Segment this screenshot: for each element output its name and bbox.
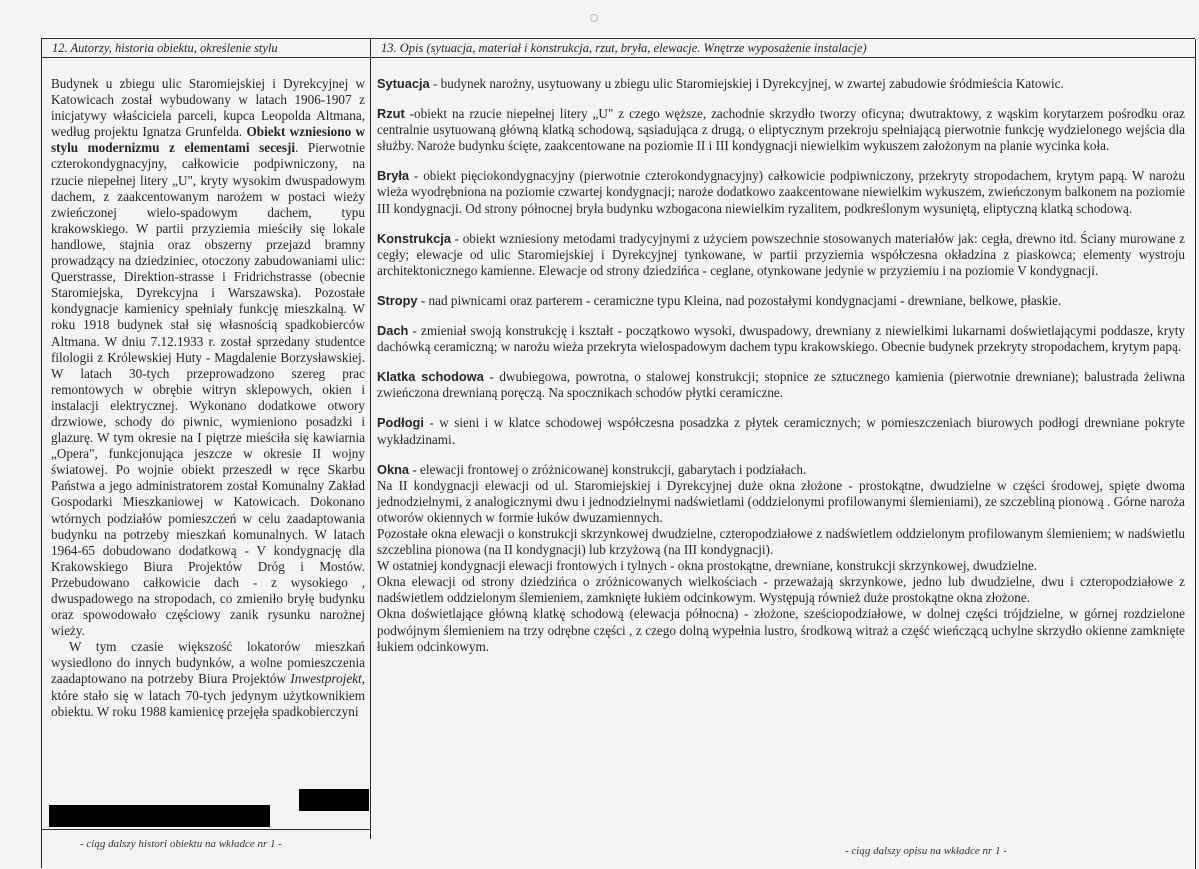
section-podlogi: Podłogi - w sieni i w klatce schodowej współczesna posadzka z płytek ceramicznych; w pomieszczeniach biurowych podłogi drewniane pokryte wykładzinami. [377, 415, 1185, 447]
section-klatka: Klatka schodowa - dwubiegowa, powrotna, o stalowej konstrukcji; stopnice ze sztucznego kamienia (pierwotnie drewniane); balustrada żeliwna zwieńczona drewnianą poręczą. Na spocznikach schodów płytki ceramiczne. [377, 369, 1185, 401]
section-rzut: Rzut -obiekt na rzucie niepełnej litery „U" z czego węższe, zachodnie skrzydło tworzy oficyna; dwutraktowy, z wąskim korytarzem pośrodku oraz centralnie usytuowaną główną klatką schodową, sąsiadująca z drugą, o eliptycznym przekroju spełniającą pierwotnie funkcję wydzielonego wejścia dla służby. Naroże budynku ścięte, zaakcentowane na poziomie II i III kondygnacji niewielkim wykuszem założonym na planie wycinka koła. [377, 106, 1185, 154]
history-continuation-note: - ciąg dalszy histori obiektu na wkładce nr 1 - [80, 838, 282, 850]
history-paragraph-2: W tym czasie większość lokatorów mieszkań wysiedlono do innych budynków, a wolne pomieszczenia zaadaptowano na potrzeby Biura Projektów Inwestprojekt, które stało się w latach 70-tych jedynym użytkownikiem obiektu. W roku 1988 kamienicę przejęła spadkobierczyni [51, 639, 365, 719]
section-dach: Dach - zmieniał swoją konstrukcję i kształt - początkowo wysoki, dwuspadowy, drewniany z niewielkimi lukarnami doświetlającymi poddasze, kryty dachówką ceramiczną; w narożu wieża przekryta wielospadowym dachem typu krakowskiego. Obecnie budynek przekryty stropodachem, krytym papą. [377, 323, 1185, 355]
company-name: Inwestprojekt [290, 671, 362, 687]
description-column [371, 39, 1196, 869]
okna-line-3: W ostatniej kondygnacji elewacji frontowych i tylnych - okna prostokątne, drewniane, konstrukcji skrzynkowej, dwudzielne. [377, 558, 1038, 574]
history-header: 12. Autorzy, historia obiektu, określenie stylu [42, 39, 370, 58]
okna-line-1: Na II kondygnacji elewacji od ul. Staromiejskiej i Dyrekcyjnej duże okna złożone - prostokątne, dwudzielne w części środowej, spięte dwoma jednodzielnymi, z analogicznymi dwu i jednodzielnymi nadświetlami (oddzielonymi profilowanymi ślemieniami), ze szczebliną pionową . Górne naroża otworów okiennych w formie łuków dwuzamiennych. [377, 477, 1185, 525]
redaction-block-2 [49, 805, 270, 827]
left-column-bottom-rule [41, 829, 371, 830]
section-bryla: Bryła - obiekt pięciokondygnacyjny (pierwotnie czterokondygnacyjny) całkowicie podpiwniczony, przekryty stropodachem, krytym papą. W narożu wieża wyodrębniona na poziomie czwartej kondygnacji; naroże dodatkowo zaakcentowane niewielkim wykuszem, zwieńczonym balkonem na poziomie III kondygnacji. Od strony północnej bryła budynku wzbogacona niewielkim ryzalitem, podkreślonym wysuniętą, eliptyczną klatką schodową. [377, 168, 1185, 216]
redaction-block-1 [299, 789, 369, 811]
description-header: 13. Opis (sytuacja, materiał i konstrukcja, rzut, bryła, elewacje. Wnętrze wyposażenie instalacje) [371, 39, 1195, 58]
section-stropy: Stropy - nad piwnicami oraz parterem - ceramiczne typu Kleina, nad pozostałymi kondygnacjami - drewniane, belkowe, płaskie. [377, 292, 1062, 308]
section-sytuacja: Sytuacja - budynek narożny, usytuowany u zbiegu ulic Staromiejskiej i Dyrekcyjnej, w zwartej zabudowie śródmieścia Katowic. [377, 76, 1064, 91]
style-statement: Obiekt wzniesiono w stylu modernizmu z elementami secesji [51, 124, 366, 156]
form-sheet [41, 38, 1195, 868]
okna-line-5: Okna doświetlające główną klatkę schodową (elewacja północna) - złożone, sześciopodziałowe, w dolnej części trójdzielne, w górnej rozdzielone podwójnym ślemieniem na trzy odrębne części , z czego dolną wypełnia lustro, środkową witraż a część wieńczącą uchylne skrzydło okienne zamknięte łukiem odcinkowym. [377, 606, 1185, 654]
description-text [377, 76, 1185, 655]
history-paragraph-1: Budynek u zbiegu ulic Staromiejskiej i Dyrekcyjnej w Katowicach został wybudowany w latach 1906-1907 z inicjatywy właściciela parceli, kupca Leopolda Altmana, według projektu Ignatza Grunfelda. Obiekt wzniesiono w stylu modernizmu z elementami secesji. Pierwotnie czterokondygnacyjny, całkowicie podpiwniczony, na rzucie niepełnej litery „U", kryty wysokim dwuspadowym dachem, z zaakcentowanym narożem w postaci wieży zwieńczonej wielo-spadowym dachem, typu krakowskiego. W partii przyziemia mieściły się lokale handlowe, stajnia oraz obszerny przejazd bramny prowadzący na dziedziniec, otoczony zabudowaniami ulic: Querstrasse, Direktion-strasse i Fridrichstrasse (obecnie Staromiejska, Dyrekcyjna i Warszawska). Pozostałe kondygnacje kamienicy spełniały funkcję mieszkalną. W roku 1918 budynek stał się własnością spadkobierców Altmana. W dniu 7.12.1933 r. został sprzedany studentce filologii z Królewskiej Huty - Magdalenie Borzysławskiej. W latach 30-tych przeprowadzono szereg prac remontowych w obrębie witryn sklepowych, okien i instalacji elektrycznej. Wykonano dodatkowe otwory drzwiowe, schody do piwnic, wymieniono posadzki i glazurę. W tym okresie na I piętrze mieściła się kawiarnia „Opera", funkcjonująca jeszcze w okresie II wojny światowej. Po wojnie obiekt przeszedł w ręce Skarbu Państwa a jego administratorem został Komunalny Zakład Gospodarki Mieszkaniowej w Katowicach. Dokonano wtórnych podziałów pomieszczeń w celu zaadaptowania budynku na potrzeby mieszkań komunalnych. W latach 1964-65 dobudowano dodatkową - V kondygnację dla Krakowskiego Biura Projektów Dróg i Mostów. Przebudowano całkowicie dach - z wysokiego , dwuspadowego na stropodach, co zmieniło bryłę budynku oraz spowodowało częściowy zanik rysunku narożnej wieży. [51, 76, 366, 639]
punch-mark [590, 14, 598, 22]
section-konstrukcja: Konstrukcja - obiekt wzniesiony metodami tradycyjnymi z użyciem powszechnie stosowanych materiałów jak: cegła, drewno itd. Ściany murowane z cegły; elewacje od ulic Staromiejskiej i Dyrekcyjnej tynkowane, w partii przyziemia współczesna okładzina z piaskowca; elementy wystroju architektonicznego kamienne. Elewacje od strony dziedzińca - ceglane, otynkowane jedynie w przyziemiu i na poziomie V kondygnacji. [377, 230, 1185, 278]
description-continuation-note: - ciąg dalszy opisu na wkładce nr 1 - [845, 845, 1007, 857]
history-text [51, 76, 365, 720]
section-okna: Okna - elewacji frontowej o zróżnicowanej konstrukcji, gabarytach i podziałach. Na II kondygnacji elewacji od ul. Staromiejskiej i Dyrekcyjnej duże okna złożone - prostokątne, dwudzielne w części środowej, spięte dwoma jednodzielnymi, z analogicznymi dwu i jednodzielnymi nadświetlami (oddzielonymi profilowanymi ślemieniami), ze szczebliną pionową . Górne naroża otworów okiennych w formie łuków dwuzamiennych. Pozostałe okna elewacji o konstrukcji skrzynkowej dwudzielne, czteropodziałowe z nadświetlem oddzielonym profilowanym ślemieniem; w nadświetlu szczeblina pionowa (na II kondygnacji) lub krzyżową (na III kondygnacji). W ostatniej kondygnacji elewacji frontowych i tylnych - okna prostokątne, drewniane, konstrukcji skrzynkowej, dwudzielne. Okna elewacji od strony dziedzińca o zróżnicowanych wielkościach - przeważają skrzynkowe, jedno lub dwudzielne, dwu i czteropodziałowe z nadświetlem oddzielonym ślemieniem, zamknięte łukiem odcinkowym. Występują również duże prostokątne okna złożone. Okna doświetlające główną klatkę schodową (elewacja północna) - złożone, sześciopodziałowe, w dolnej części trójdzielne, w górnej rozdzielone podwójnym ślemieniem na trzy odrębne części , z czego dolną wypełnia lustro, środkową witraż a część wieńczącą uchylne skrzydło okienne zamknięte łukiem odcinkowym. [377, 461, 1185, 654]
okna-line-2: Pozostałe okna elewacji o konstrukcji skrzynkowej dwudzielne, czteropodziałowe z nadświetlem oddzielonym profilowanym ślemieniem; w nadświetlu szczeblina pionowa (na II kondygnacji) lub krzyżową (na III kondygnacji). [377, 525, 1185, 558]
okna-line-4: Okna elewacji od strony dziedzińca o zróżnicowanych wielkościach - przeważają skrzynkowe, jedno lub dwudzielne, dwu i czteropodziałowe z nadświetlem oddzielonym ślemieniem, zamknięte łukiem odcinkowym. Występują również duże prostokątne okna złożone. [377, 574, 1185, 606]
history-column [42, 39, 371, 839]
